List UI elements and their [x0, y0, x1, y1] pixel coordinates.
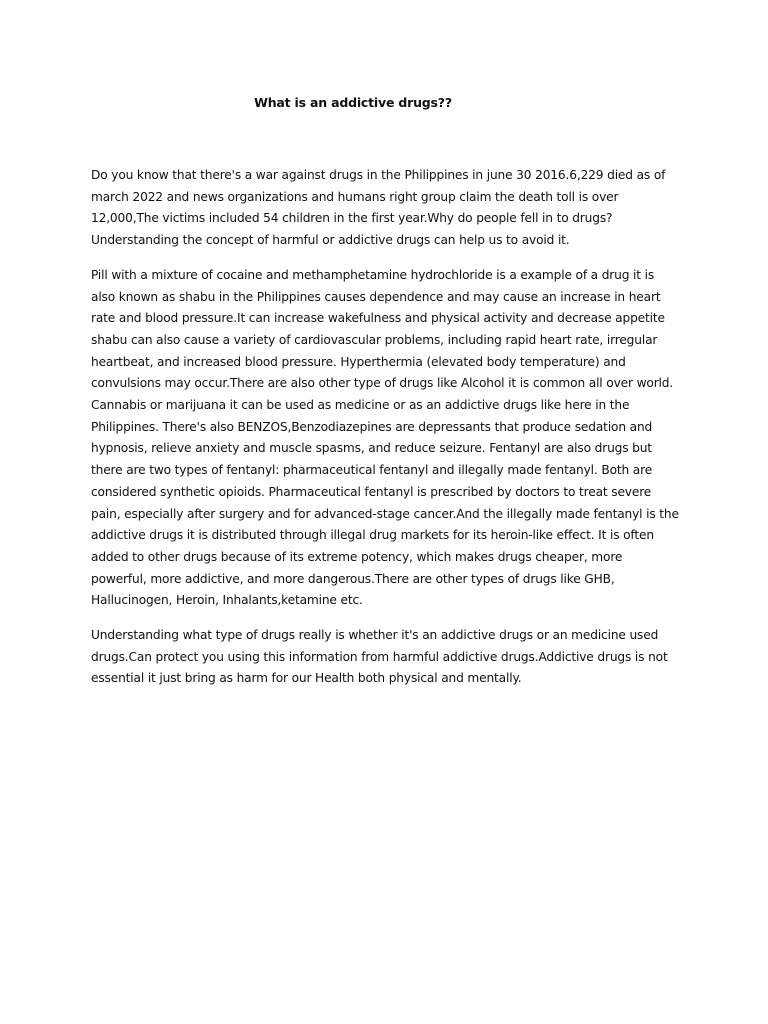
- paragraph-drug-types: Pill with a mixture of cocaine and methamphetamine hydrochloride is a example of a drug it is also known as shabu in the Philippines causes dependence and may cause an increase in heart rate and blood pressure.It can increase wakefulness and physical activity and decrease appetite shabu can also cause a variety of cardiovascular problems, including rapid heart rate, irregular heartbeat, and increased blood pressure. Hyperthermia (elevated body temperature) and convulsions may occur.There are also other type of drugs like Alcohol it is common all over world. Cannabis or marijuana it can be used as medicine or as an addictive drugs like here in the Philippines. There's also BENZOS,Benzodiazepines are depressants that produce sedation and hypnosis, relieve anxiety and muscle spasms, and reduce seizure. Fentanyl are also drugs but there are two types of fentanyl: pharmaceutical fentanyl and illegally made fentanyl. Both are considered synthetic opioids. Pharmaceutical fentanyl is prescribed by doctors to treat severe pain, especially after surgery and for advanced-stage cancer.And the illegally made fentanyl is the addictive drugs it is distributed through illegal drug markets for its heroin-like effect. It is often added to other drugs because of its extreme potency, which makes drugs cheaper, more powerful, more addictive, and more dangerous.There are other types of drugs like GHB, Hallucinogen, Heroin, Inhalants,ketamine etc.: [91, 267, 679, 608]
- document-title: What is an addictive drugs??: [254, 95, 452, 110]
- document-body: [91, 165, 681, 703]
- paragraph-intro: Do you know that there's a war against drugs in the Philippines in june 30 2016.6,229 died as of march 2022 and news organizations and humans right group claim the death toll is over 12,000,The victims included 54 children in the first year.Why do people fell in to drugs? Understanding the concept of harmful or addictive drugs can help us to avoid it.: [91, 168, 666, 248]
- paragraph-conclusion: Understanding what type of drugs really is whether it's an addictive drugs or an medicine used drugs.Can protect you using this information from harmful addictive drugs.Addictive drugs is not essential it just bring as harm for our Health both physical and mentally.: [91, 628, 668, 686]
